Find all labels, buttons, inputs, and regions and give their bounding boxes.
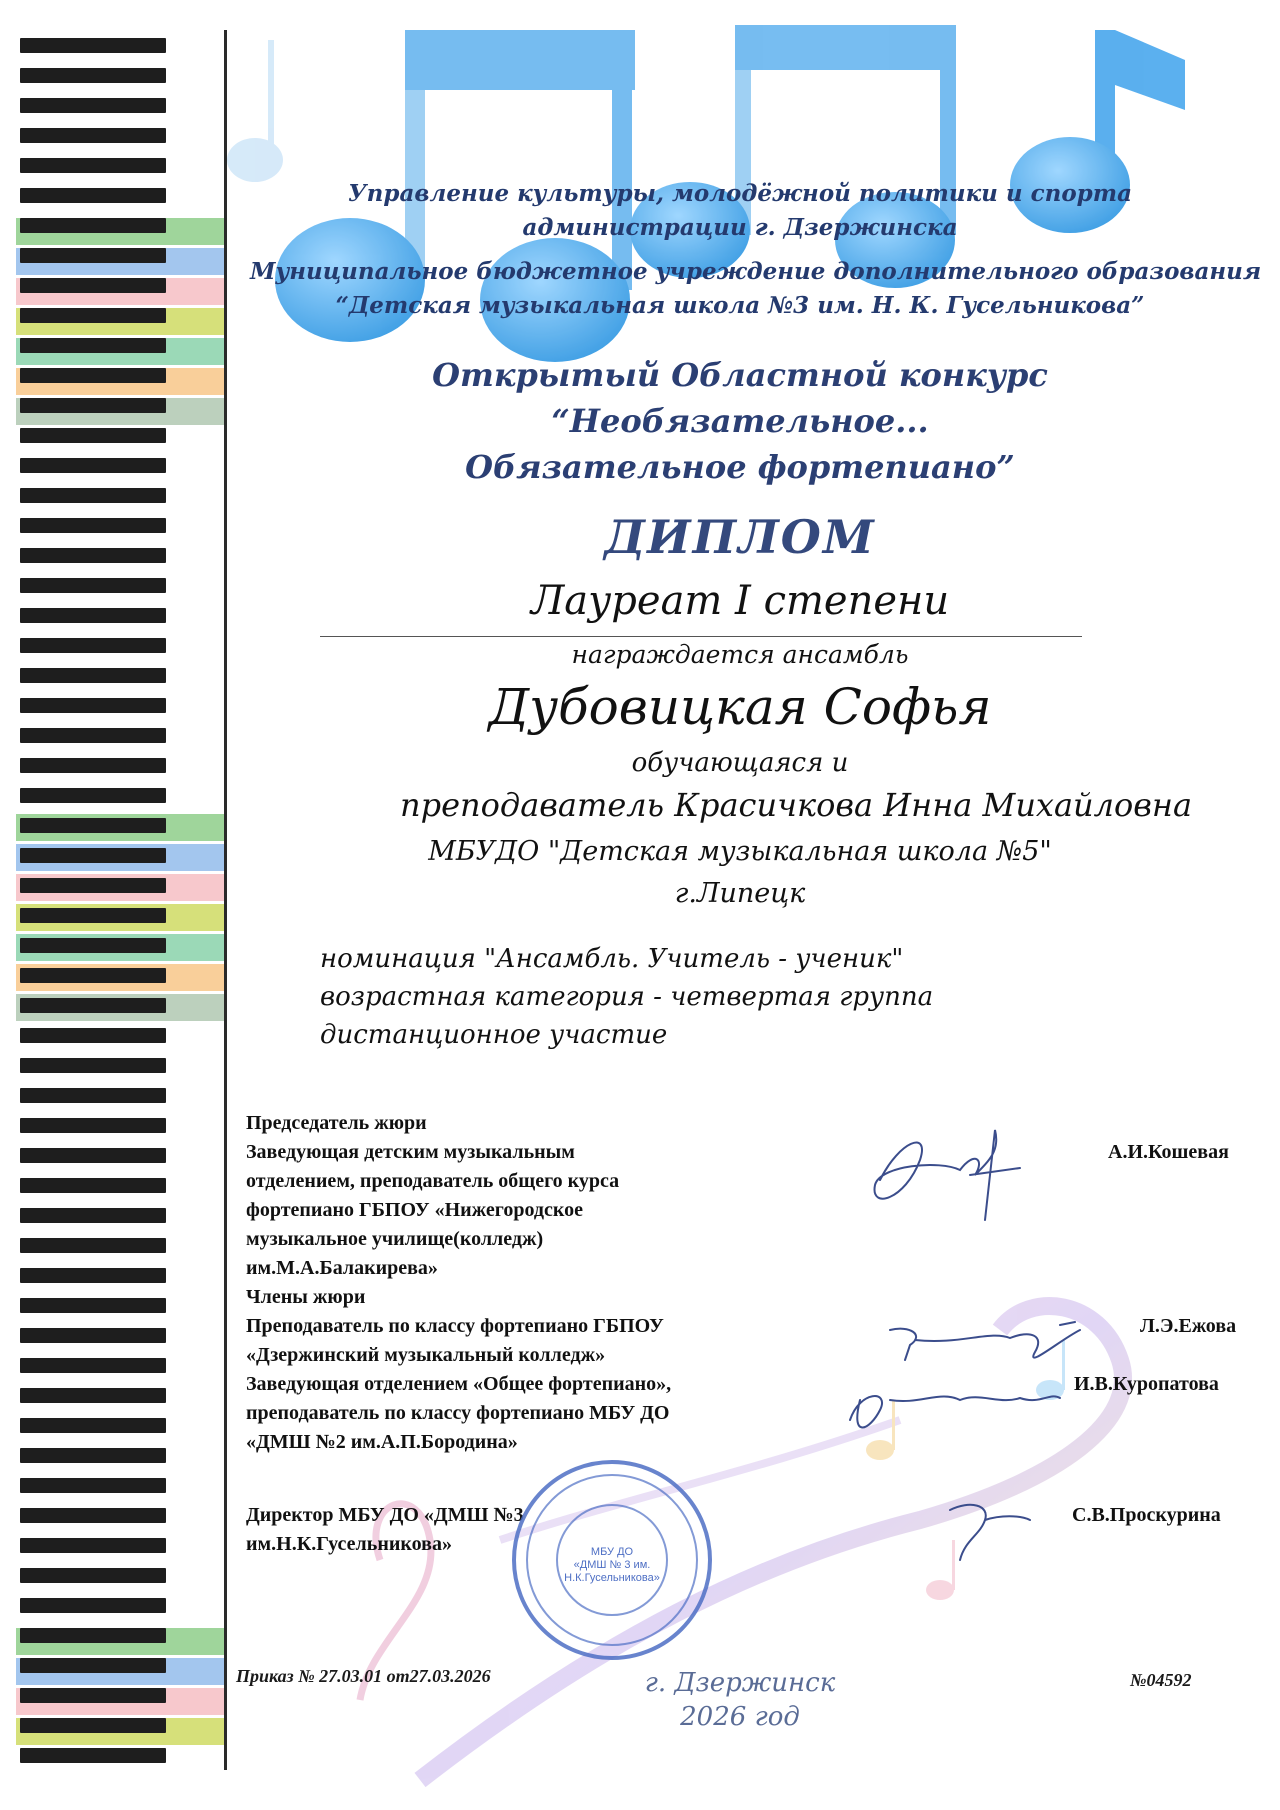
diploma-title: ДИПЛОМ — [604, 510, 876, 564]
city-name: г.Липецк — [674, 878, 806, 909]
signature-chair-icon — [875, 1130, 1020, 1220]
jury-chair-position-line: музыкальное училище(колледж) — [246, 1228, 544, 1250]
stamp-text-line: Н.К.Гусельникова» — [564, 1572, 660, 1584]
order-number: Приказ № 27.03.01 от27.03.2026 — [236, 1666, 491, 1686]
footer-year: 2026 год — [680, 1702, 800, 1732]
jury-chair-position-line: фортепиано ГБПОУ «Нижегородское — [246, 1199, 584, 1221]
teacher-name: преподаватель Красичкова Инна Михайловна — [400, 786, 1193, 824]
jury-member1-position-line: «Дзержинский музыкальный колледж» — [246, 1344, 606, 1366]
jury-members-heading: Члены жюри — [246, 1286, 366, 1308]
jury-member2-name: И.В.Куропатова — [1074, 1373, 1219, 1395]
header-line-2: администрации г. Дзержинска — [522, 214, 958, 241]
director-name: С.В.Проскурина — [1072, 1504, 1221, 1526]
stamp-text-line: «ДМШ № 3 им. — [573, 1559, 651, 1571]
jury-member1-position-line: Преподаватель по классу фортепиано ГБПОУ — [246, 1315, 664, 1337]
diploma-number: №04592 — [1130, 1670, 1192, 1690]
footer-city: г. Дзержинск — [644, 1668, 836, 1698]
jury-chair-position-line: отделением, преподаватель общего курса — [246, 1170, 620, 1192]
participation-type: дистанционное участие — [320, 1020, 668, 1050]
stamp-text-line: МБУ ДО — [590, 1546, 634, 1558]
jury-chair-name: А.И.Кошевая — [1108, 1141, 1229, 1163]
contest-title-3: Обязательное фортепиано” — [465, 448, 1015, 486]
nomination: номинация "Ансамбль. Учитель - ученик" — [320, 944, 904, 974]
signature-director-icon — [950, 1505, 1030, 1560]
school-name: МБУДО "Детская музыкальная школа №5" — [428, 836, 1052, 867]
awarded-text: награждается ансамбль — [571, 640, 909, 669]
award-level: Лауреат I степени — [530, 578, 950, 624]
jury-chair-heading: Председатель жюри — [246, 1112, 427, 1134]
jury-chair-position-line: им.М.А.Балакирева» — [246, 1257, 438, 1279]
jury-member2-position-line: преподаватель по классу фортепиано МБУ ДО — [246, 1402, 670, 1424]
header-line-3: Муниципальное бюджетное учреждение дополнительного образования — [250, 258, 1262, 285]
header-line-4: “Детская музыкальная школа №3 им. Н. К. Гусельникова” — [335, 292, 1145, 319]
signature-member2-icon — [850, 1396, 1060, 1427]
jury-member2-position-line: «ДМШ №2 им.А.П.Бородина» — [246, 1431, 518, 1453]
age-category: возрастная категория - четвертая группа — [320, 982, 934, 1012]
director-position-line: Директор МБУ ДО «ДМШ №3 — [246, 1504, 524, 1526]
official-stamp — [512, 1460, 712, 1660]
header-line-1: Управление культуры, молодёжной политики и спорта — [348, 180, 1132, 207]
contest-title-1: Открытый Областной конкурс — [432, 356, 1048, 394]
jury-member1-name: Л.Э.Ежова — [1140, 1315, 1237, 1337]
contest-title-2: “Необязательное... — [551, 402, 929, 440]
signature-member1-icon — [890, 1322, 1080, 1360]
student-name: Дубовицкая Софья — [488, 678, 992, 736]
jury-member2-position-line: Заведующая отделением «Общее фортепиано», — [246, 1373, 672, 1395]
student-role: обучающаяся и — [631, 748, 849, 778]
jury-chair-position-line: Заведующая детским музыкальным — [246, 1141, 575, 1163]
director-position-line: им.Н.К.Гусельникова» — [246, 1533, 452, 1555]
